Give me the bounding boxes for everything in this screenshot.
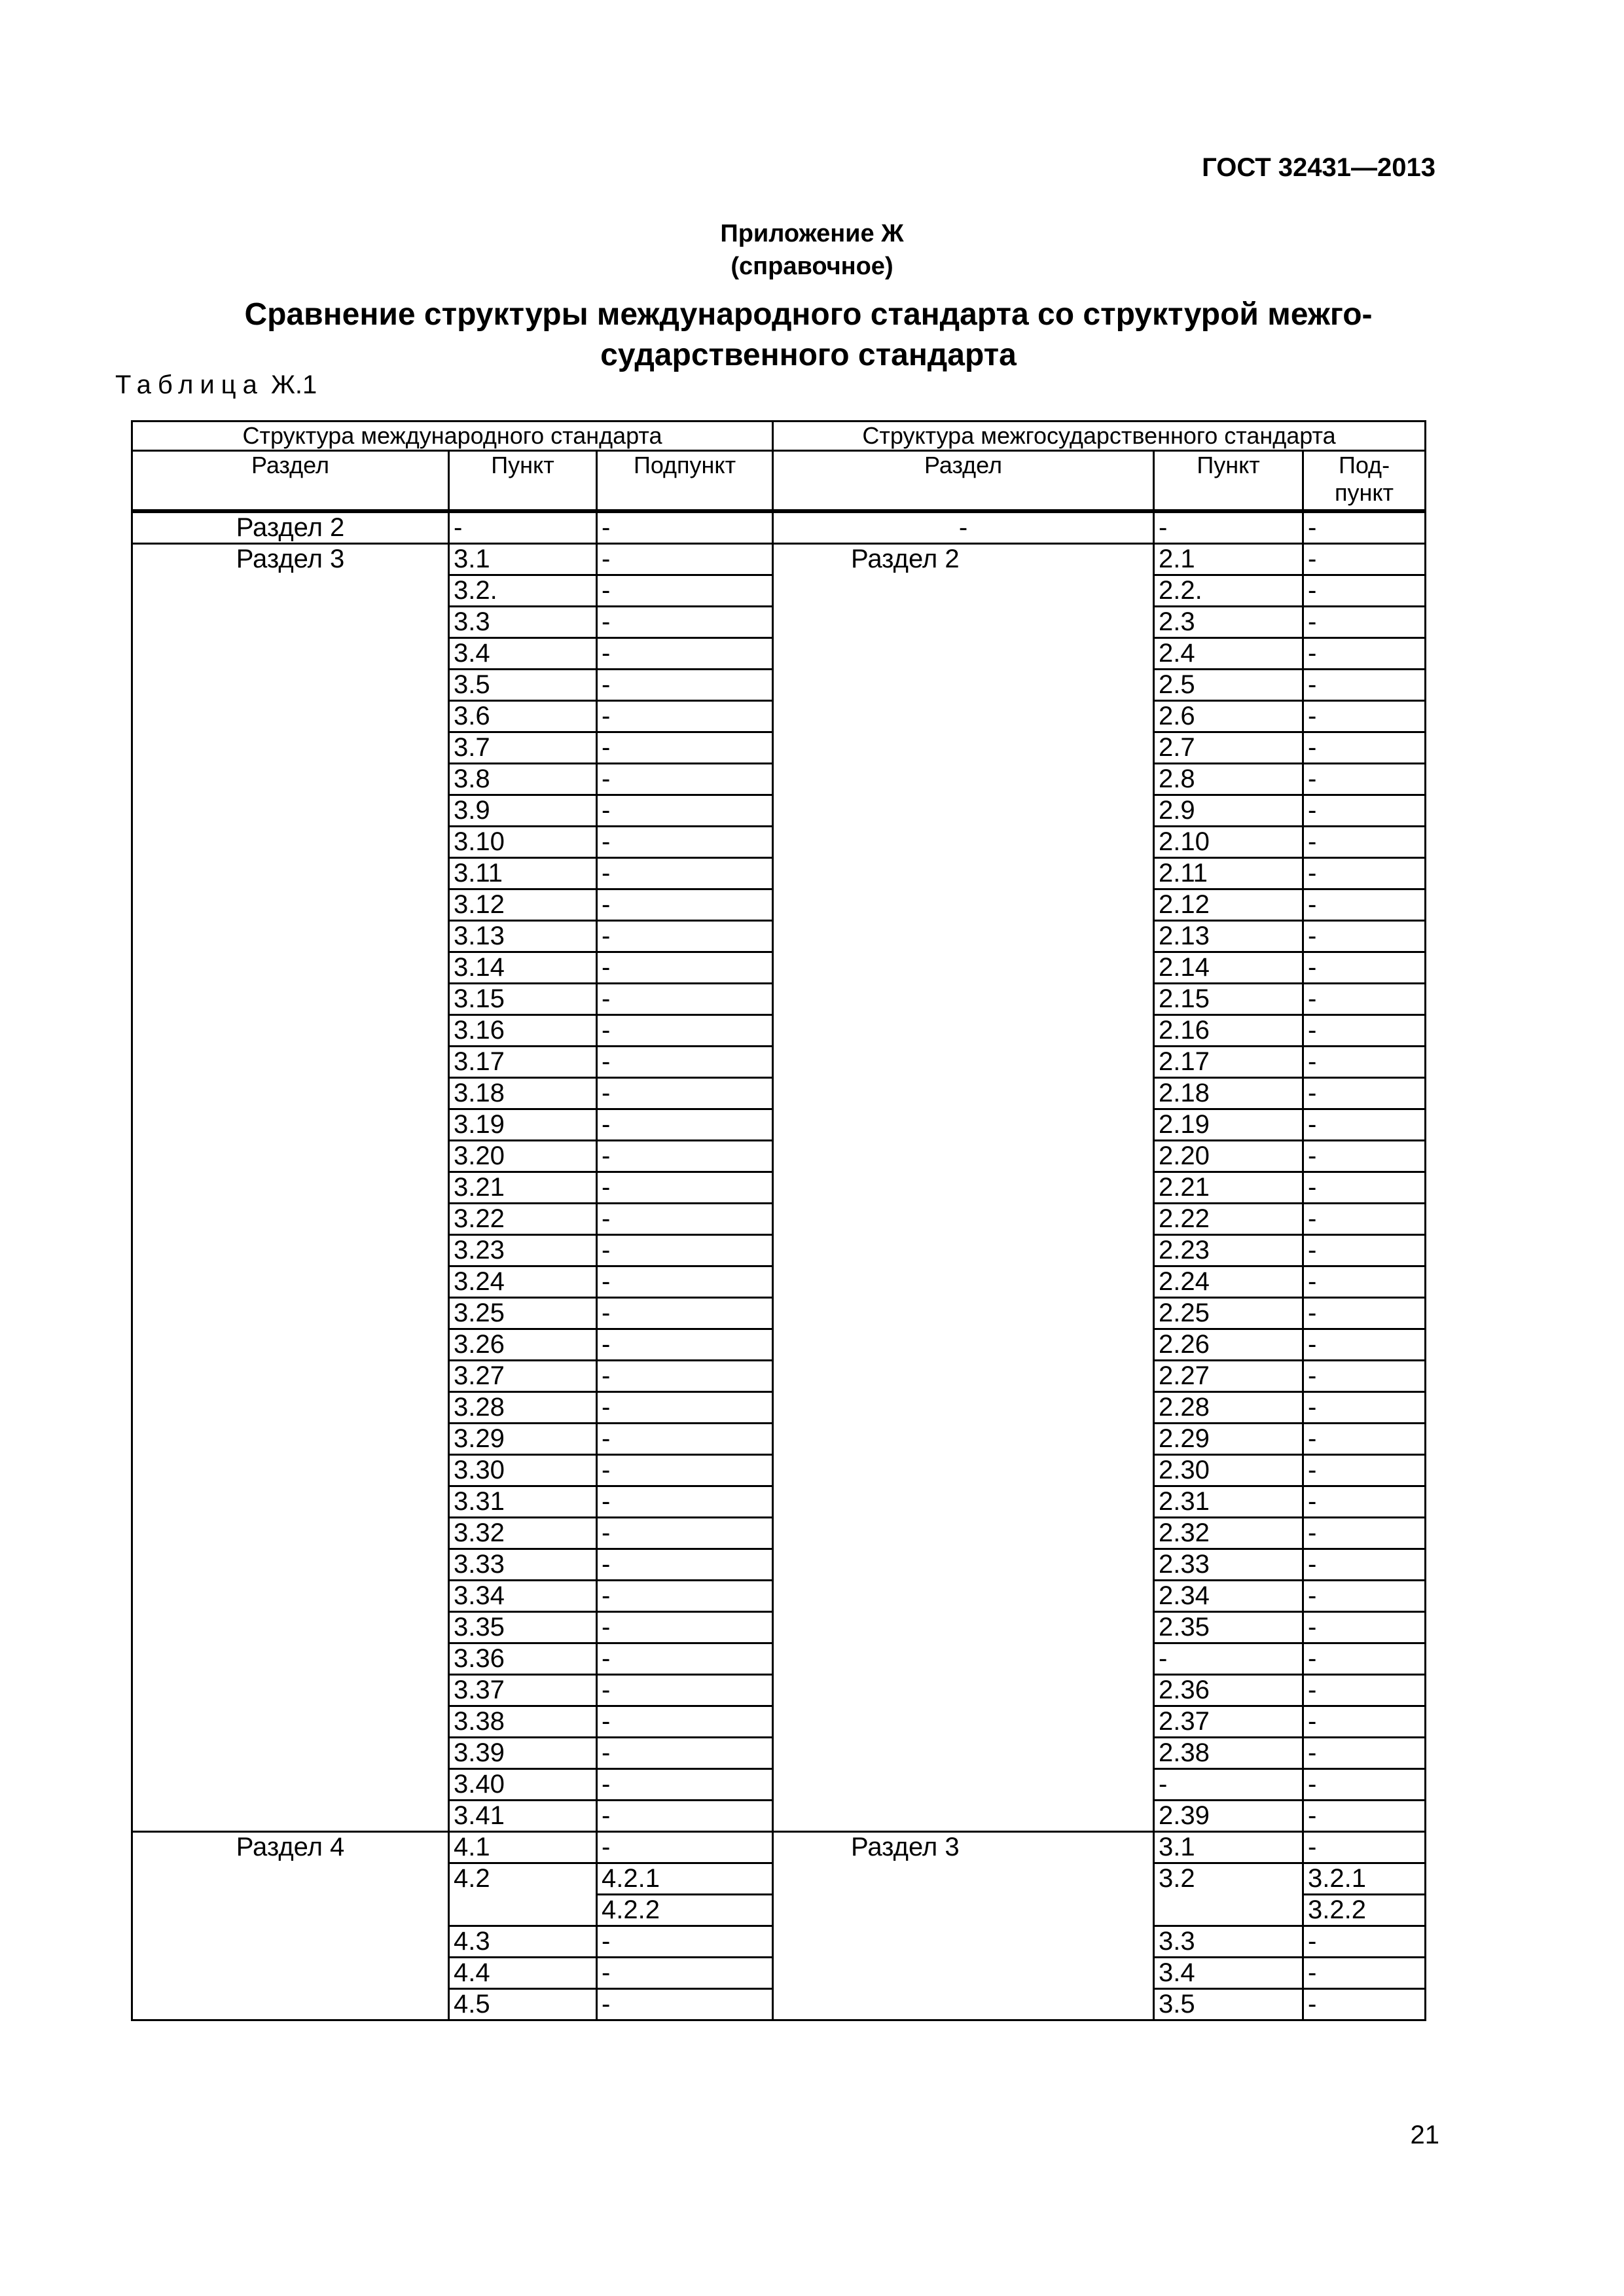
cell-international-clause: 3.34 (449, 1581, 597, 1612)
cell-international-clause: 4.5 (449, 1989, 597, 2020)
cell-international-subclause: - (597, 764, 773, 795)
cell-international-subclause: - (597, 1675, 773, 1706)
cell-interstate-subclause: - (1303, 638, 1426, 670)
cell-interstate-subclause: - (1303, 1926, 1426, 1958)
cell-interstate-clause: 2.33 (1154, 1549, 1303, 1581)
table-row (132, 544, 1426, 575)
page-number: 21 (1410, 2121, 1439, 2149)
cell-international-clause: 3.33 (449, 1549, 597, 1581)
cell-interstate-subclause: - (1303, 764, 1426, 795)
cell-international-subclause: - (597, 1172, 773, 1204)
cell-interstate-subclause: - (1303, 511, 1426, 544)
annex-title: Приложение Ж (720, 220, 904, 247)
cell-interstate-section: - (773, 511, 1154, 544)
cell-international-subclause: 4.2.2 (597, 1895, 773, 1926)
cell-international-subclause: - (597, 1266, 773, 1298)
col-header-subclause-interstate-l2: пункт (1335, 479, 1394, 506)
document-code: ГОСТ 32431—2013 (1202, 153, 1435, 182)
cell-international-clause: 3.31 (449, 1486, 597, 1518)
cell-interstate-clause: 2.29 (1154, 1424, 1303, 1455)
cell-interstate-subclause: - (1303, 984, 1426, 1015)
cell-international-subclause: - (597, 1361, 773, 1392)
cell-interstate-subclause: - (1303, 1015, 1426, 1047)
cell-international-clause: 3.20 (449, 1141, 597, 1172)
cell-international-clause: 3.6 (449, 701, 597, 732)
cell-international-clause: 3.39 (449, 1738, 597, 1769)
cell-international-clause: 3.32 (449, 1518, 597, 1549)
cell-interstate-subclause: - (1303, 1141, 1426, 1172)
cell-interstate-clause: 2.27 (1154, 1361, 1303, 1392)
cell-international-subclause: - (597, 1109, 773, 1141)
cell-international-clause: 3.41 (449, 1801, 597, 1832)
cell-international-clause: 3.3 (449, 607, 597, 638)
cell-international-subclause: - (597, 1486, 773, 1518)
cell-interstate-section: Раздел 2 (851, 545, 960, 573)
page-title (164, 295, 1453, 376)
cell-international-clause: 3.30 (449, 1455, 597, 1486)
cell-interstate-subclause: - (1303, 1392, 1426, 1424)
cell-international-subclause: - (597, 1047, 773, 1078)
header-interstate-structure: Структура межгосударственного стандарта (773, 422, 1426, 451)
cell-interstate-clause: 2.22 (1154, 1204, 1303, 1235)
cell-interstate-clause: - (1154, 511, 1303, 544)
cell-interstate-clause: 2.4 (1154, 638, 1303, 670)
cell-international-clause: 3.23 (449, 1235, 597, 1266)
cell-interstate-subclause: - (1303, 701, 1426, 732)
cell-interstate-clause: 2.37 (1154, 1706, 1303, 1738)
cell-international-subclause: - (597, 795, 773, 827)
cell-international-clause: 3.14 (449, 952, 597, 984)
cell-international-subclause: - (597, 1141, 773, 1172)
cell-international-clause: 3.29 (449, 1424, 597, 1455)
cell-international-clause: 3.22 (449, 1204, 597, 1235)
table-caption-word: Таблица (115, 370, 264, 399)
cell-international-subclause: - (597, 952, 773, 984)
col-header-clause: Пункт (449, 451, 597, 512)
cell-international-subclause: - (597, 670, 773, 701)
cell-interstate-clause: 2.31 (1154, 1486, 1303, 1518)
cell-interstate-clause: 2.17 (1154, 1047, 1303, 1078)
comparison-table (131, 420, 1426, 2021)
cell-interstate-clause: 2.13 (1154, 921, 1303, 952)
cell-interstate-subclause: - (1303, 1801, 1426, 1832)
table-row (132, 511, 1426, 544)
col-header-subclause-interstate (1303, 451, 1426, 512)
cell-interstate-subclause: - (1303, 1549, 1426, 1581)
cell-interstate-clause: 2.1 (1154, 544, 1303, 575)
col-header-subclause: Подпункт (597, 451, 773, 512)
cell-international-clause: 3.9 (449, 795, 597, 827)
cell-interstate-clause: 2.10 (1154, 827, 1303, 858)
table-section-3 (132, 544, 1426, 1832)
table-column-header-row (132, 451, 1426, 512)
cell-interstate-clause: 2.28 (1154, 1392, 1303, 1424)
cell-interstate-subclause: - (1303, 1361, 1426, 1392)
cell-international-subclause: - (597, 921, 773, 952)
cell-international-subclause: - (597, 1926, 773, 1958)
cell-international-clause: 3.28 (449, 1392, 597, 1424)
cell-international-subclause: 4.2.1 (597, 1863, 773, 1895)
annex-status: (справочное) (731, 253, 893, 280)
cell-interstate-clause: - (1154, 1643, 1303, 1675)
cell-international-clause: 4.2 (449, 1863, 597, 1926)
cell-international-subclause: - (597, 1518, 773, 1549)
cell-interstate-subclause: - (1303, 1424, 1426, 1455)
cell-interstate-subclause: - (1303, 1832, 1426, 1863)
cell-international-clause: 3.35 (449, 1612, 597, 1643)
cell-international-clause: 4.4 (449, 1958, 597, 1989)
cell-interstate-clause: 2.19 (1154, 1109, 1303, 1141)
cell-interstate-clause: 2.36 (1154, 1675, 1303, 1706)
cell-interstate-subclause: - (1303, 575, 1426, 607)
cell-international-subclause: - (597, 1581, 773, 1612)
page-title-line-1: Сравнение структуры международного стандарта со структурой межго- (244, 297, 1373, 332)
cell-international-subclause: - (597, 1424, 773, 1455)
cell-interstate-subclause: - (1303, 544, 1426, 575)
cell-international-subclause: - (597, 638, 773, 670)
cell-interstate-clause: 2.14 (1154, 952, 1303, 984)
cell-interstate-clause: 2.34 (1154, 1581, 1303, 1612)
cell-international-subclause: - (597, 889, 773, 921)
cell-interstate-subclause: - (1303, 1455, 1426, 1486)
cell-international-subclause: - (597, 1329, 773, 1361)
cell-interstate-clause: 2.20 (1154, 1141, 1303, 1172)
cell-interstate-subclause: - (1303, 827, 1426, 858)
cell-interstate-subclause: - (1303, 1675, 1426, 1706)
cell-interstate-clause: 3.3 (1154, 1926, 1303, 1958)
cell-international-subclause: - (597, 1455, 773, 1486)
table-caption-number: Ж.1 (270, 370, 317, 399)
cell-interstate-clause: 2.18 (1154, 1078, 1303, 1109)
cell-interstate-subclause: - (1303, 1643, 1426, 1675)
cell-international-clause: 3.5 (449, 670, 597, 701)
table-group-header-row (132, 422, 1426, 451)
cell-interstate-section: Раздел 3 (851, 1833, 960, 1861)
cell-interstate-subclause: - (1303, 732, 1426, 764)
cell-international-clause: 3.11 (449, 858, 597, 889)
cell-interstate-subclause: - (1303, 1486, 1426, 1518)
cell-interstate-clause: 2.30 (1154, 1455, 1303, 1486)
cell-interstate-clause: 2.25 (1154, 1298, 1303, 1329)
table-row (132, 1832, 1426, 1863)
cell-international-clause: 3.1 (449, 544, 597, 575)
cell-interstate-clause: 2.32 (1154, 1518, 1303, 1549)
cell-interstate-subclause: - (1303, 1266, 1426, 1298)
cell-interstate-subclause: - (1303, 1581, 1426, 1612)
cell-interstate-clause: 2.7 (1154, 732, 1303, 764)
cell-interstate-subclause: - (1303, 1958, 1426, 1989)
cell-international-subclause: - (597, 575, 773, 607)
cell-interstate-clause: 3.4 (1154, 1958, 1303, 1989)
cell-interstate-clause: 2.12 (1154, 889, 1303, 921)
cell-international-clause: 3.37 (449, 1675, 597, 1706)
cell-international-subclause: - (597, 858, 773, 889)
cell-international-subclause: - (597, 1958, 773, 1989)
cell-international-subclause: - (597, 1235, 773, 1266)
annex-heading (0, 217, 1624, 283)
cell-interstate-subclause: - (1303, 1612, 1426, 1643)
cell-interstate-clause: 2.2. (1154, 575, 1303, 607)
cell-interstate-clause: 2.24 (1154, 1266, 1303, 1298)
col-header-subclause-interstate-l1: Под- (1338, 452, 1390, 478)
cell-international-section: Раздел 2 (132, 511, 449, 544)
cell-interstate-subclause: - (1303, 1078, 1426, 1109)
cell-interstate-clause: 2.15 (1154, 984, 1303, 1015)
cell-international-clause: - (449, 511, 597, 544)
cell-interstate-subclause: - (1303, 1047, 1426, 1078)
header-international-structure: Структура международного стандарта (132, 422, 773, 451)
cell-international-clause: 3.25 (449, 1298, 597, 1329)
cell-international-clause: 3.15 (449, 984, 597, 1015)
cell-interstate-subclause: - (1303, 1706, 1426, 1738)
cell-interstate-clause: - (1154, 1769, 1303, 1801)
cell-international-subclause: - (597, 1801, 773, 1832)
cell-international-subclause: - (597, 1769, 773, 1801)
cell-international-clause: 3.24 (449, 1266, 597, 1298)
cell-international-subclause: - (597, 1392, 773, 1424)
cell-interstate-subclause: - (1303, 670, 1426, 701)
cell-international-subclause: - (597, 827, 773, 858)
cell-interstate-subclause: - (1303, 1235, 1426, 1266)
cell-interstate-subclause: - (1303, 1989, 1426, 2020)
cell-international-subclause: - (597, 511, 773, 544)
cell-international-clause: 3.8 (449, 764, 597, 795)
cell-international-subclause: - (597, 701, 773, 732)
cell-interstate-clause: 3.1 (1154, 1832, 1303, 1863)
cell-interstate-subclause: - (1303, 607, 1426, 638)
cell-interstate-clause: 2.26 (1154, 1329, 1303, 1361)
cell-interstate-section-wrap (773, 1832, 1154, 2020)
cell-international-subclause: - (597, 607, 773, 638)
cell-interstate-subclause: - (1303, 1109, 1426, 1141)
cell-interstate-subclause: - (1303, 1329, 1426, 1361)
table-caption (115, 370, 317, 400)
cell-international-clause: 3.12 (449, 889, 597, 921)
table-section-4 (132, 1832, 1426, 2020)
cell-interstate-subclause: 3.2.1 (1303, 1863, 1426, 1895)
cell-international-subclause: - (597, 1549, 773, 1581)
cell-international-clause: 3.16 (449, 1015, 597, 1047)
cell-international-clause: 3.26 (449, 1329, 597, 1361)
cell-interstate-clause: 2.8 (1154, 764, 1303, 795)
cell-international-subclause: - (597, 984, 773, 1015)
col-header-section: Раздел (132, 451, 449, 512)
cell-interstate-subclause: - (1303, 921, 1426, 952)
cell-interstate-clause: 2.35 (1154, 1612, 1303, 1643)
cell-interstate-clause: 3.5 (1154, 1989, 1303, 2020)
cell-interstate-clause: 2.23 (1154, 1235, 1303, 1266)
cell-international-clause: 3.38 (449, 1706, 597, 1738)
cell-international-subclause: - (597, 1015, 773, 1047)
cell-international-clause: 3.36 (449, 1643, 597, 1675)
cell-interstate-clause: 2.6 (1154, 701, 1303, 732)
page-title-line-2: сударственного стандарта (600, 338, 1017, 372)
cell-interstate-subclause: - (1303, 889, 1426, 921)
cell-international-clause: 3.17 (449, 1047, 597, 1078)
cell-interstate-subclause: 3.2.2 (1303, 1895, 1426, 1926)
cell-international-clause: 3.2. (449, 575, 597, 607)
cell-international-section: Раздел 4 (132, 1832, 449, 2020)
table-section-2 (132, 511, 1426, 544)
cell-international-clause: 3.27 (449, 1361, 597, 1392)
cell-international-subclause: - (597, 1298, 773, 1329)
cell-international-subclause: - (597, 1832, 773, 1863)
cell-interstate-section-wrap (773, 544, 1154, 1832)
cell-interstate-clause: 2.11 (1154, 858, 1303, 889)
cell-interstate-clause: 2.3 (1154, 607, 1303, 638)
cell-international-clause: 4.3 (449, 1926, 597, 1958)
cell-international-subclause: - (597, 1738, 773, 1769)
cell-interstate-subclause: - (1303, 1738, 1426, 1769)
cell-interstate-subclause: - (1303, 1769, 1426, 1801)
cell-international-clause: 3.18 (449, 1078, 597, 1109)
cell-international-subclause: - (597, 1643, 773, 1675)
cell-interstate-subclause: - (1303, 952, 1426, 984)
cell-interstate-subclause: - (1303, 795, 1426, 827)
cell-interstate-clause: 2.16 (1154, 1015, 1303, 1047)
cell-international-subclause: - (597, 1989, 773, 2020)
cell-international-subclause: - (597, 1706, 773, 1738)
cell-interstate-clause: 2.39 (1154, 1801, 1303, 1832)
cell-interstate-subclause: - (1303, 1204, 1426, 1235)
cell-international-section: Раздел 3 (132, 544, 449, 1832)
col-header-section-interstate: Раздел (773, 451, 1154, 512)
cell-interstate-clause: 2.5 (1154, 670, 1303, 701)
cell-international-subclause: - (597, 1204, 773, 1235)
cell-interstate-clause: 2.9 (1154, 795, 1303, 827)
cell-international-subclause: - (597, 1612, 773, 1643)
cell-interstate-clause: 3.2 (1154, 1863, 1303, 1926)
cell-international-clause: 3.7 (449, 732, 597, 764)
cell-international-clause: 3.40 (449, 1769, 597, 1801)
cell-international-subclause: - (597, 1078, 773, 1109)
cell-interstate-subclause: - (1303, 1298, 1426, 1329)
cell-interstate-subclause: - (1303, 1518, 1426, 1549)
cell-international-clause: 3.19 (449, 1109, 597, 1141)
cell-international-clause: 3.21 (449, 1172, 597, 1204)
cell-international-clause: 3.13 (449, 921, 597, 952)
cell-international-subclause: - (597, 732, 773, 764)
cell-interstate-clause: 2.38 (1154, 1738, 1303, 1769)
cell-interstate-subclause: - (1303, 858, 1426, 889)
cell-interstate-subclause: - (1303, 1172, 1426, 1204)
cell-international-subclause: - (597, 544, 773, 575)
cell-interstate-clause: 2.21 (1154, 1172, 1303, 1204)
cell-international-clause: 3.4 (449, 638, 597, 670)
col-header-clause-interstate: Пункт (1154, 451, 1303, 512)
cell-international-clause: 4.1 (449, 1832, 597, 1863)
cell-international-clause: 3.10 (449, 827, 597, 858)
